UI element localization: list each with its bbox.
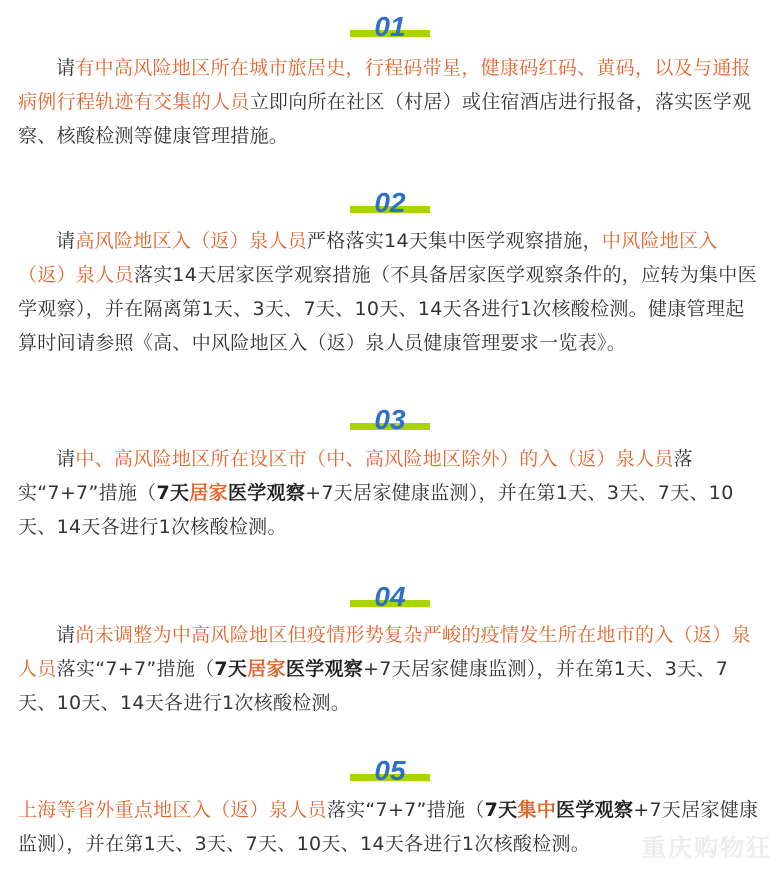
section-paragraph: 请尚未调整为中高风险地区但疫情形势复杂严峻的疫情发生所在地市的入（返）泉人员落实“7+7”措施（7天居家医学观察+7天居家健康监测），并在第1天、3天、7天、10天、14天各进行1次核酸检测。: [18, 624, 751, 714]
section-number: 04: [374, 581, 406, 612]
section-paragraph: 请中、高风险地区所在设区市（中、高风险地区除外）的入（返）泉人员落实“7+7”措施（7天居家医学观察+7天居家健康监测），并在第1天、3天、7天、10天、14天各进行1次核酸检测。: [18, 448, 734, 538]
section-number: 01: [374, 11, 406, 42]
section-number-badge: [340, 10, 440, 46]
section-number: 05: [374, 755, 406, 786]
section-paragraph: 上海等省外重点地区入（返）泉人员落实“7+7”措施（7天集中医学观察+7天居家健康监测），并在第1天、3天、7天、10天、14天各进行1次核酸检测。: [18, 799, 759, 855]
section-number-badge: [340, 754, 440, 790]
watermark: 重庆购物狂: [642, 834, 772, 862]
section-number-badge: [340, 186, 440, 222]
section-number-badge: [340, 580, 440, 616]
section-paragraph: 请高风险地区入（返）泉人员严格落实14天集中医学观察措施，中风险地区入（返）泉人员落实14天居家医学观察措施（不具备居家医学观察条件的，应转为集中医学观察），并在隔离第1天、3天、7天、10天、14天各进行1次核酸检测。健康管理起算时间请参照《高、中风险地区入（返）泉人员健康管理要求一览表》。: [18, 230, 757, 354]
section-number: 02: [374, 187, 406, 218]
section-number: 03: [374, 404, 406, 435]
section-paragraph: 请有中高风险地区所在城市旅居史，行程码带星，健康码红码、黄码，以及与通报病例行程轨迹有交集的人员立即向所在社区（村居）或住宿酒店进行报备，落实医学观察、核酸检测等健康管理措施。: [18, 57, 752, 147]
section-number-badge: [340, 403, 440, 439]
